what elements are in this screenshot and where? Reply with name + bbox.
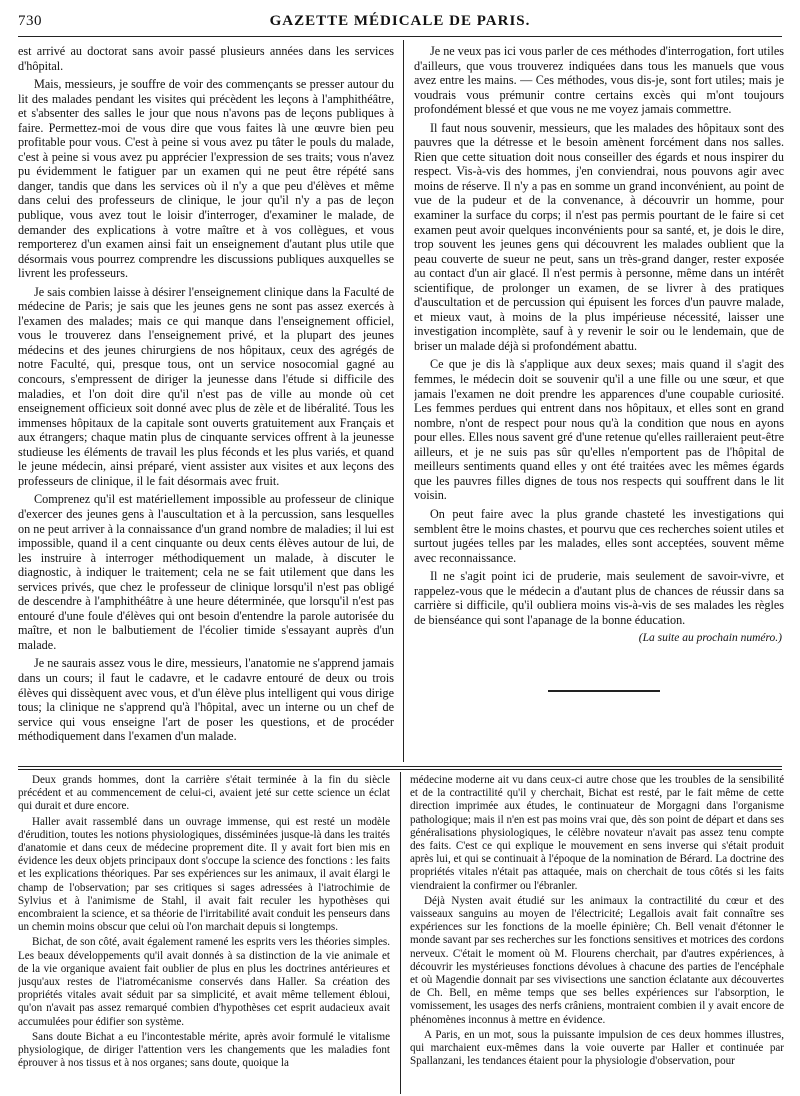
page-number: 730	[18, 13, 42, 29]
section-end-rule	[548, 690, 660, 692]
header-rule	[18, 36, 782, 37]
paragraph: Je sais combien laisse à désirer l'enseignement clinique dans la Faculté de médecine de Paris; je sais que les jeunes gens ne sont pas assez exercés à l'examen des malades; mais ce qui manque dans l'enseignement officiel, vous le trouverez dans l'enseignement privé, et la plupart des jeunes médecins et des jeunes chirurgiens de nos hôpitaux, ceux des agrégés de notre Faculté, qui, presque tous, ont un service nosocomial gagné au concours, s'empressent de diriger la jeunesse dans l'étude si difficile des maladies, et l'on doit dire qu'il n'est pas de ville au monde où cet enseignement officieux soit donné avec plus de zèle et de libéralité. Tous les immenses hôpitaux de la capitale sont ouverts gratuitement aux Français et aux étrangers; chaque matin plus de cinquante services offrent à la jeunesse studieuse les éléments de travail les plus féconds et les plus variés, et quand le jeune médecin, ainsi préparé, vient assister aux visites et aux leçons des professeurs de clinique, il le fait désormais avec fruit.	[18, 284, 394, 488]
paragraph: Je ne veux pas ici vous parler de ces méthodes d'interrogation, fort utiles d'ailleurs, que vous trouverez indiquées dans tous les manuels que vous avez entre les mains. — Ces méthodes, vous dis-je, sont fort utiles; mais je voudrais vous prémunir contre certains excès qui m'ont toujours profondément blessé et que vous ne me voyez jamais commettre.	[414, 44, 784, 117]
paragraph: Déjà Nysten avait étudié sur les animaux la contractilité du cœur et des vaisseaux sanguins au moyen de l'électricité; Legallois avait fait connaître ses expériences sur les fonctions de la moelle épinière; Ch. Bell venait d'étonner le monde savant par ses recherches sur les fonctions sensitives et motrices des cordons nerveux. C'était le moment où M. Flourens cherchait, par d'autres expériences, à découvrir les mystérieuses fonctions dévolues à chacune des parties de l'encéphale et où Magendie donnait par ses vivisections une sanction éclatante aux découvertes de Ch. Bell, en même temps que ses belles expériences sur l'absorption, le vomissement, les usages des nerfs crâniens, montraient combien il y avait encore de phénomènes inconnus à mettre en évidence.	[410, 894, 784, 1026]
paragraph: Mais, messieurs, je souffre de voir des commençants se presser autour du lit des malades pendant les visites qui précèdent les leçons à l'amphithéâtre, et s'absenter des salles le jour que nous n'avons pas de leçons publiques à faire. Permettez-moi de vous dire que vous faites là une œuvre bien peu profitable pour vous. C'est à peine si vous avez pu tâter le pouls du malade, c'est à peine si vous avez pu apprécier l'expression de ses traits; vous n'avez pu évidemment le fatiguer par un examen qui ne peut être répété sans danger, tandis que dans les services où il n'y a que peu d'élèves et même dans celui des professeurs de clinique, le jour qu'il n'y a pas de leçon publique, vous avez tout le loisir d'interroger, d'examiner le malade, de demander des explications à votre maître et à vos collègues, et vous remporterez d'un examen ainsi fait un enseignement d'autant plus utile que désormais vous pourrez comprendre les discussions publiques auxquelles se livrent les professeurs.	[18, 77, 394, 281]
paragraph: A Paris, en un mot, sous la puissante impulsion de ces deux hommes illustres, qui marchaient eux-mêmes dans la voie ouverte par Haller et continuée par Spallanzani, les tendances étaient pour la physiologie d'observation, pour	[410, 1028, 784, 1068]
feuilleton-rule	[18, 766, 782, 767]
paragraph: est arrivé au doctorat sans avoir passé plusieurs années dans les services d'hôpital.	[18, 44, 394, 73]
journal-title: GAZETTE MÉDICALE DE PARIS.	[269, 13, 531, 29]
paragraph: Deux grands hommes, dont la carrière s'était terminée à la fin du siècle précédent et au commencement de celui-ci, avaient jeté sur cette science un éclat qui durait et dure encore.	[18, 774, 390, 813]
main-right-column	[414, 44, 784, 644]
paragraph: médecine moderne ait vu dans ceux-ci autre chose que les troubles de la sensibilité et de la contractilité qu'il y cherchait, Bichat est resté, par le fait même de cette direction imprimée aux études, le continuateur de Morgagni dans l'organisme pathologique; mais il n'en est pas moins vrai que, dès son point de départ et dans ses généralisations physiologiques, le célèbre novateur n'avait pas assez tenu compte des faits. C'est ce qui explique le mouvement en sens inverse qui s'était produit après lui, et qui se continuait à l'époque de la nomination de Bérard. La doctrine des propriétés vitales n'était pas attaquée, mais on cherchait de tous côtés si les faits viendraient la confirmer ou l'ébranler.	[410, 774, 784, 892]
paragraph: On peut faire avec la plus grande chasteté les investigations qui semblent être le moins chastes, et pourvu que ces recherches soient utiles et surtout jugées telles par les malades, elles sont acceptées, souvent même avec reconnaissance.	[414, 506, 784, 565]
paragraph: Ce que je dis là s'applique aux deux sexes; mais quand il s'agit des femmes, le médecin doit se souvenir qu'il a une fille ou une sœur, et que jamais l'examen ne doit prendre les apparences d'une coupable curiosité. Les femmes perdues qui entrent dans nos hôpitaux, et elles sont en grand nombre, n'ont de respect pour nous qu'à la condition que nous en ayons pour elles. Elles nous savent gré d'une retenue qu'elles railleraient peut-être ailleurs, et je ne suis pas sûr qu'elles n'emportent pas de l'hôpital de meilleurs sentiments quand elles y ont été traitées avec les mêmes égards que les pauvres filles dignes de tous nos respects qui souffrent dans le lit voisin.	[414, 357, 784, 503]
main-left-column	[18, 44, 394, 760]
page-header	[18, 8, 782, 34]
feuilleton-left-column	[18, 774, 390, 1092]
column-divider	[403, 40, 404, 762]
paragraph: Il faut nous souvenir, messieurs, que les malades des hôpitaux sont des pauvres que la détresse et le besoin amènent forcément dans nos salles. Rien que cette situation doit nous conseiller des égards et nous inspirer du respect. Vis-à-vis des hommes, j'en conviendrai, nous pouvons agir avec moins de réserve. Il n'y a pas en somme un grand inconvénient, au point de vue de la pudeur et de la convenance, à découvrir un homme, pour examiner la surface du corps; il n'est pas permis pourtant de le faire si cet examen peut avoir quelques inconvénients pour sa santé, et, je dois le dire, trop souvent les jeunes gens qui découvrent les malades oublient que la peau couverte de sueur ne peut, sans un très-grand danger, rester exposée au contact d'un air glacé. Il n'est permis à personne, même dans un intérêt scientifique, de prolonger un examen, de se livrer à des pratiques d'auscultation et de percussion qui épuisent les forces d'un pauvre malade, et mieux vaut, à moins de la plus impérieuse nécessité, laisser une investigation incomplète, sauf à y revenir le soir ou le lendemain, que de briser un malade déjà si profondément abattu.	[414, 120, 784, 353]
paragraph: Bichat, de son côté, avait également ramené les esprits vers les théories simples. Les beaux développements qu'il avait donnés à sa distinction de la vie animale et de la vie organique avaient fait oublier de plus en plus les doctrines antérieures et jusqu'aux restes de l'iatromécanisme conservés dans Haller. Sa création des propriétés vitales avait séduit par sa simplicité, et avait même tellement ébloui, qu'on n'avait pas assez remarqué combien d'hypothèses cet esprit audacieux avait accumulées pour édifier son système.	[18, 936, 390, 1028]
feuilleton-right-column	[410, 774, 784, 1092]
feuilleton-column-divider	[400, 772, 401, 1094]
paragraph: Il ne s'agit point ici de pruderie, mais seulement de savoir-vivre, et rappelez-vous que le médecin a d'autant plus de chances de réussir dans sa carrière si difficile, qu'il oubliera moins vis-à-vis de ses malades les règles de bienséance qui sont l'apanage de la bonne éducation.	[414, 569, 784, 627]
feuilleton-rule-double	[18, 769, 782, 770]
paragraph: Je ne saurais assez vous le dire, messieurs, l'anatomie ne s'apprend jamais dans un cours; il faut le cadavre, et le cadavre entouré de deux ou trois élèves qui dissèquent avec vous, et d'un élève plus intelligent qui vous dirige tous; la clinique ne s'apprend qu'à l'hôpital, avec un interne ou un chef de service qui vous enseigne l'art de poser les questions, et de procéder méthodiquement dans l'examen d'un malade.	[18, 656, 394, 744]
paragraph: Sans doute Bichat a eu l'incontestable mérite, après avoir formulé le vitalisme physiologique, de diriger l'attention vers les changements que les maladies font éprouver à nos tissus et à nos organes; sans doute, quoique la	[18, 1030, 390, 1070]
paragraph: Comprenez qu'il est matériellement impossible au professeur de clinique d'exercer des jeunes gens à l'auscultation et à la percussion, sans lesquelles on ne peut arriver à la connaissance d'un grand nombre de maladies; il lui est impossible, quand il a cent cinquante ou deux cents élèves autour de lui, de les instruire à interroger méthodiquement un malade, à discuter le diagnostic, à indiquer le traitement; cela ne se fait utilement que dans les services privés, que chez le professeur de clinique lorsqu'il n'est pas obligé de descendre à l'amphithéâtre à une heure déterminée, que lorsqu'il n'est pas entouré d'une foule d'élèves qui ont besoin d'entendre la parole autorisée du maître, et non le balbutiement de l'écolier timide s'essayant auprès d'un malade.	[18, 492, 394, 652]
paragraph: Haller avait rassemblé dans un ouvrage immense, qui est resté un modèle d'érudition, toutes les notions physiologiques, disséminées jusque-là dans les traités d'anatomie et dans ceux de médecine proprement dite. Il y avait fort bien mis en évidence les deux objets principaux dont s'occupe la science des fonctions : les faits et les explications théoriques. Par ses expériences sur les animaux, il avait élargi le champ de l'observation; par ses critiques si sages adressées à l'iatrochimie de Sylvius et à l'animisme de Stahl, il avait fait reculer les hypothèses qui encombraient la science, et sa théorie de l'irritabilité avait conduit les penseurs dans un chemin moins obscur que celui où l'on marchait depuis si longtemps.	[18, 815, 390, 934]
continuation-note: (La suite au prochain numéro.)	[638, 632, 782, 644]
